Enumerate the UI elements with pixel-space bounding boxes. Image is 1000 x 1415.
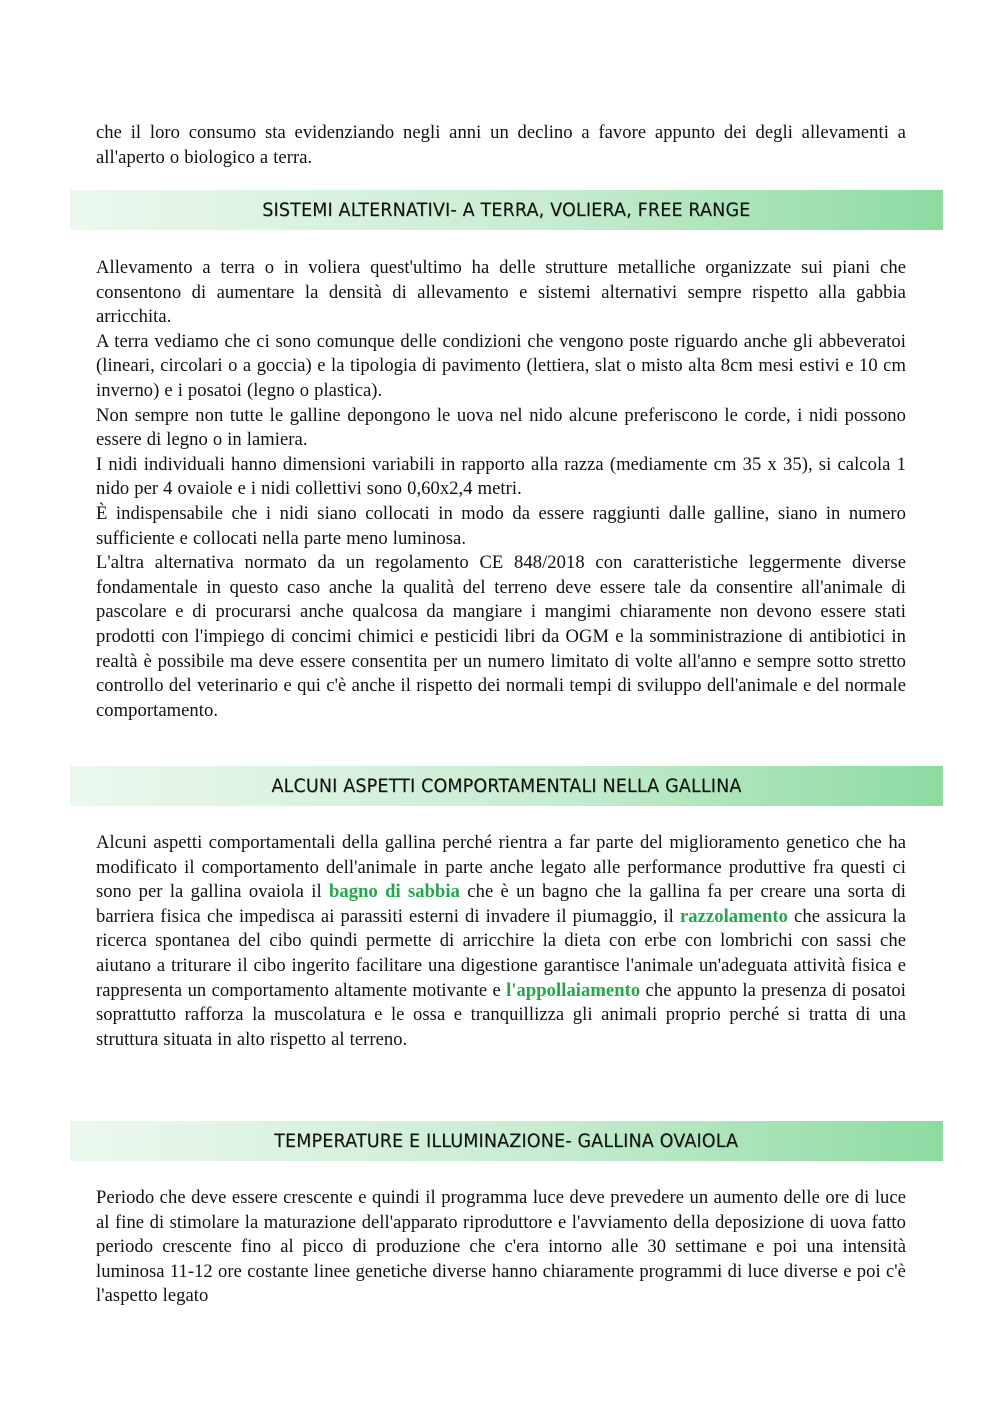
paragraph: Non sempre non tutte le galline depongono le uova nel nido alcune preferiscono le corde, i nidi possono essere di legno o in lamiera.: [96, 404, 906, 451]
section-heading-comportamentali: ALCUNI ASPETTI COMPORTAMENTALI NELLA GALLINA: [271, 775, 742, 797]
section-heading-bar-temperature: [70, 1121, 943, 1161]
section-heading-sistemi: SISTEMI ALTERNATIVI- A TERRA, VOLIERA, FREE RANGE: [262, 199, 751, 221]
paragraph: L'altra alternativa normato da un regolamento CE 848/2018 con caratteristiche leggermente diverse fondamentale in questo caso anche la qualità del terreno deve essere tale da consentire all'animale di pascolare e di procurarsi anche qualcosa da mangiare i mangimi chiaramente non devono essere stati prodotti con l'impiego di concimi chimici e pesticidi libri da OGM e la somministrazione di antibiotici in realtà è possibile ma deve essere consentita per un numero limitato di volte all'anno e sempre sotto stretto controllo del veterinario e qui c'è anche il rispetto dei normali tempi di sviluppo dell'animale e del normale comportamento.: [96, 552, 906, 721]
paragraph: È indispensabile che i nidi siano collocati in modo da essere raggiunti dalle galline, siano in numero sufficiente e collocati nella parte meno luminosa.: [96, 502, 906, 549]
section-heading-temperature: TEMPERATURE E ILLUMINAZIONE- GALLINA OVAIOLA: [274, 1130, 739, 1152]
paragraph: I nidi individuali hanno dimensioni variabili in rapporto alla razza (mediamente cm 35 x 35), si calcola 1 nido per 4 ovaiole e i nidi collettivi sono 0,60x2,4 metri.: [96, 453, 906, 500]
section-heading-bar-sistemi: [70, 190, 943, 230]
highlight-appollaiamento: l'appollaiamento: [506, 979, 641, 1001]
paragraph-text: che assicura la ricerca spontanea del cibo quindi permette di arricchire la dieta con erbe con lombrichi con sassi che aiutano a triturare il cibo ingerito facilitare una digestione garantisce l'animale un'adeguata attività fisica e rappresenta un comportamento altamente motivante e: [96, 905, 906, 1001]
paragraph-text: che è un bagno che la gallina fa per creare una sorta di barriera fisica che impedisca ai parassiti esterni di invadere il piumaggio, il: [96, 881, 907, 927]
highlight-razzolamento: razzolamento: [679, 905, 788, 927]
highlight-bagno-di-sabbia: bagno di sabbia: [328, 881, 460, 903]
paragraph-text: Alcuni aspetti comportamentali della gallina perché rientra a far parte del miglioramento genetico che ha modificato il comportamento dell'animale in parte anche legato alle performance produttive fra questi ci sono per la gallina ovaiola il: [96, 832, 906, 903]
section-heading-bar-comportamentali: [70, 766, 943, 806]
section-body-temperature: Periodo che deve essere crescente e quindi il programma luce deve prevedere un aumento delle ore di luce al fine di stimolare la maturazione dell'apparato riproduttore e l'avviamento della deposizione di uova fatto periodo crescente fino al picco di produzione che c'era intorno alle 30 settimane e poi una intensità luminosa 11-12 ore costante linee genetiche diverse hanno chiaramente programmi di luce diverse e poi c'è l'aspetto legato: [96, 1187, 906, 1307]
paragraph: A terra vediamo che ci sono comunque delle condizioni che vengono poste riguardo anche gli abbeveratoi (lineari, circolari o a goccia) e la tipologia di pavimento (lettiera, slat o misto alta 8cm mesi estivi e 10 cm inverno) e i posatoi (legno o plastica).: [96, 330, 906, 401]
paragraph: Allevamento a terra o in voliera quest'ultimo ha delle strutture metalliche organizzate sui piani che consentono di aumentare la densità di allevamento e sistemi alternativi sempre rispetto alla gabbia arricchita.: [96, 257, 906, 328]
section-body-comportamentali: [96, 831, 906, 1052]
section-body-sistemi: [96, 256, 906, 723]
intro-paragraph: che il loro consumo sta evidenziando negli anni un declino a favore appunto dei degli allevamenti a all'aperto o biologico a terra.: [96, 122, 906, 168]
paragraph-text: che appunto la presenza di posatoi soprattutto rafforza la muscolatura e le ossa e tranquillizza gli animali proprio perché si tratta di una struttura situata in alto rispetto al terreno.: [96, 979, 906, 1050]
